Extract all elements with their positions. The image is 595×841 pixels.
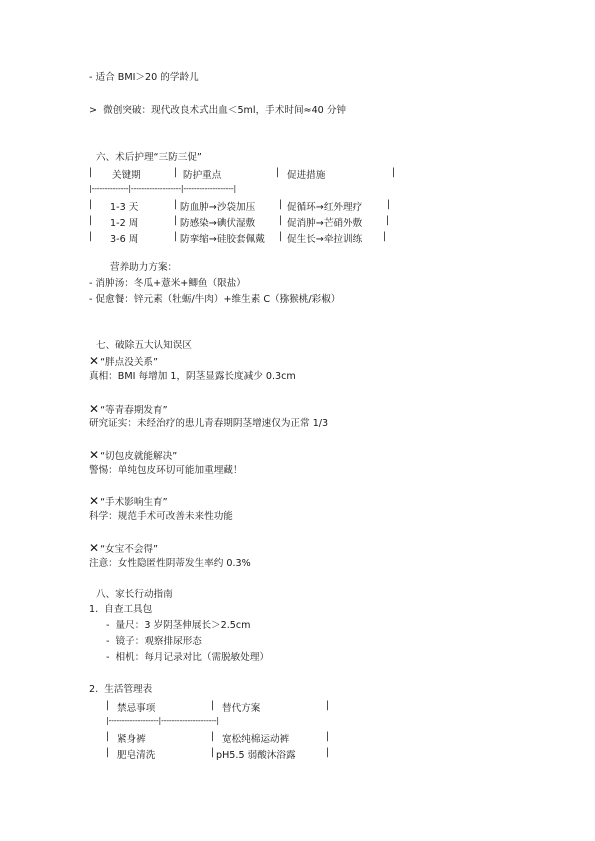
table-header-cell: 禁忌事项 — [117, 703, 156, 714]
myth-title: ✕“胖点没关系” — [89, 354, 158, 368]
table-cell: 1-2 周 — [110, 218, 139, 229]
myth-title: ✕“等青春期发育” — [89, 402, 168, 416]
table-header-cell: 促进措施 — [287, 170, 326, 181]
table-cell: 防感染→碘伏湿敷 — [180, 218, 256, 229]
table-cell: 促生长→牵拉训练 — [287, 234, 363, 245]
table-header-cell: 替代方案 — [222, 703, 261, 714]
nutrition-item: - 消肿汤：冬瓜+薏米+鲫鱼（限盐） — [89, 278, 246, 289]
table-cell: 1-3 天 — [110, 202, 139, 213]
intro-line-bmi: - 适合 BMI＞20 的学龄儿 — [89, 72, 199, 83]
toolkit-item: - 镜子：观察排尿形态 — [106, 636, 202, 647]
section-8-heading: 八、家长行动指南 — [96, 589, 173, 600]
myth-fact: 警惕：单纯包皮环切可能加重埋藏！ — [89, 465, 243, 476]
intro-line-minimally-invasive: > 微创突破：现代改良术式出血＜5ml，手术时间≈40 分钟 — [89, 105, 347, 116]
toolkit-item: - 量尺：3 岁阴茎伸展长＞2.5cm — [106, 620, 251, 631]
table-header-cell: 关键期 — [112, 170, 141, 181]
myth-fact: 科学：规范手术可改善未来性功能 — [89, 511, 233, 522]
section-7-heading: 七、破除五大认知误区 — [96, 340, 192, 351]
table-cell: 肥皂清洗 — [117, 750, 156, 761]
myth-fact: 研究证实：未经治疗的患儿青春期阴茎增速仅为正常 1/3 — [89, 418, 329, 429]
toolkit-item: - 相机：每月记录对比（需脱敏处理） — [106, 652, 270, 663]
table-cell: 防血肿→沙袋加压 — [180, 202, 256, 213]
table-cell: 促循环→红外理疗 — [287, 202, 363, 213]
table-separator: |--------------|-------------------|-------------------| — [89, 184, 236, 193]
myth-title: ✕“女宝不会得” — [89, 541, 158, 555]
myth-title: ✕“切包皮就能解决” — [89, 448, 178, 462]
myth-fact: 真相：BMI 每增加 1，阴茎显露长度减少 0.3cm — [89, 371, 296, 382]
table-cell: 防挛缩→硅胶套佩戴 — [180, 234, 265, 245]
myth-fact: 注意：女性隐匿性阴蒂发生率约 0.3% — [89, 558, 251, 569]
section-6-heading: 六、术后护理“三防三促” — [96, 152, 202, 163]
cross-icon: ✕ — [89, 448, 100, 462]
nutrition-title: 营养助力方案： — [110, 262, 178, 273]
cross-icon: ✕ — [89, 494, 100, 508]
table-cell: 3-6 周 — [110, 234, 139, 245]
table-cell: pH5.5 弱酸沐浴露 — [216, 750, 296, 761]
document-page: - 适合 BMI＞20 的学龄儿 > 微创突破：现代改良术式出血＜5ml，手术时间≈40 分钟 六、术后护理“三防三促” | 关键期 | 防护重点 | 促进措施 | |--------------|-------------------|-------------------| | 1-3 天 | 防血肿→沙袋加压 | 促循环→红外理疗 | | 1-2 周 | 防感染→碘伏湿敷 | 促消肿→芒硝外敷 | | 3-6 周 | 防挛缩→硅胶套佩戴 | 促生长→牵拉训练 | 营养助力方案： - 消肿汤：冬瓜+薏米+鲫鱼（限盐） - 促愈餐：锌元素（牡蛎/牛肉）+维生素 C（猕猴桃/彩椒） 七、破除五大认知误区 ✕“胖点没关系” 真相：BMI 每增加 1，阴茎显露长度减少 0.3cm ✕“等青春期发育” 研究证实：未经治疗的患儿青春期阴茎增速仅为正常 1/3 ✕“切包皮就能解决” 警惕：单纯包皮环切可能加重埋藏！ ✕“手术影响生育” 科学：规范手术可改善未来性功能 ✕“女宝不会得” 注意：女性隐匿性阴蒂发生率约 0.3% 八、家长行动指南 1. 自查工具包 - 量尺：3 岁阴茎伸展长＞2.5cm - 镜子：观察排尿形态 - 相机：每月记录对比（需脱敏处理） 2. 生活管理表 | 禁忌事项 | 替代方案 | |-------------------|---------------------| | 紧身裤 | 宽松纯棉运动裤 | | 肥皂清洗 | pH5.5 弱酸沐浴露 | — [89, 72, 396, 761]
life-management-title: 2. 生活管理表 — [89, 684, 153, 695]
cross-icon: ✕ — [89, 541, 100, 555]
nutrition-item: - 促愈餐：锌元素（牡蛎/牛肉）+维生素 C（猕猴桃/彩椒） — [89, 294, 341, 305]
table-cell: 促消肿→芒硝外敷 — [287, 218, 363, 229]
table-cell: 宽松纯棉运动裤 — [222, 734, 290, 745]
myth-title: ✕“手术影响生育” — [89, 494, 168, 508]
table-separator: |-------------------|---------------------| — [106, 716, 219, 725]
cross-icon: ✕ — [89, 354, 100, 368]
toolkit-title: 1. 自查工具包 — [89, 604, 153, 615]
table-cell: 紧身裤 — [117, 734, 146, 745]
table-header-cell: 防护重点 — [183, 170, 222, 181]
cross-icon: ✕ — [89, 402, 100, 416]
